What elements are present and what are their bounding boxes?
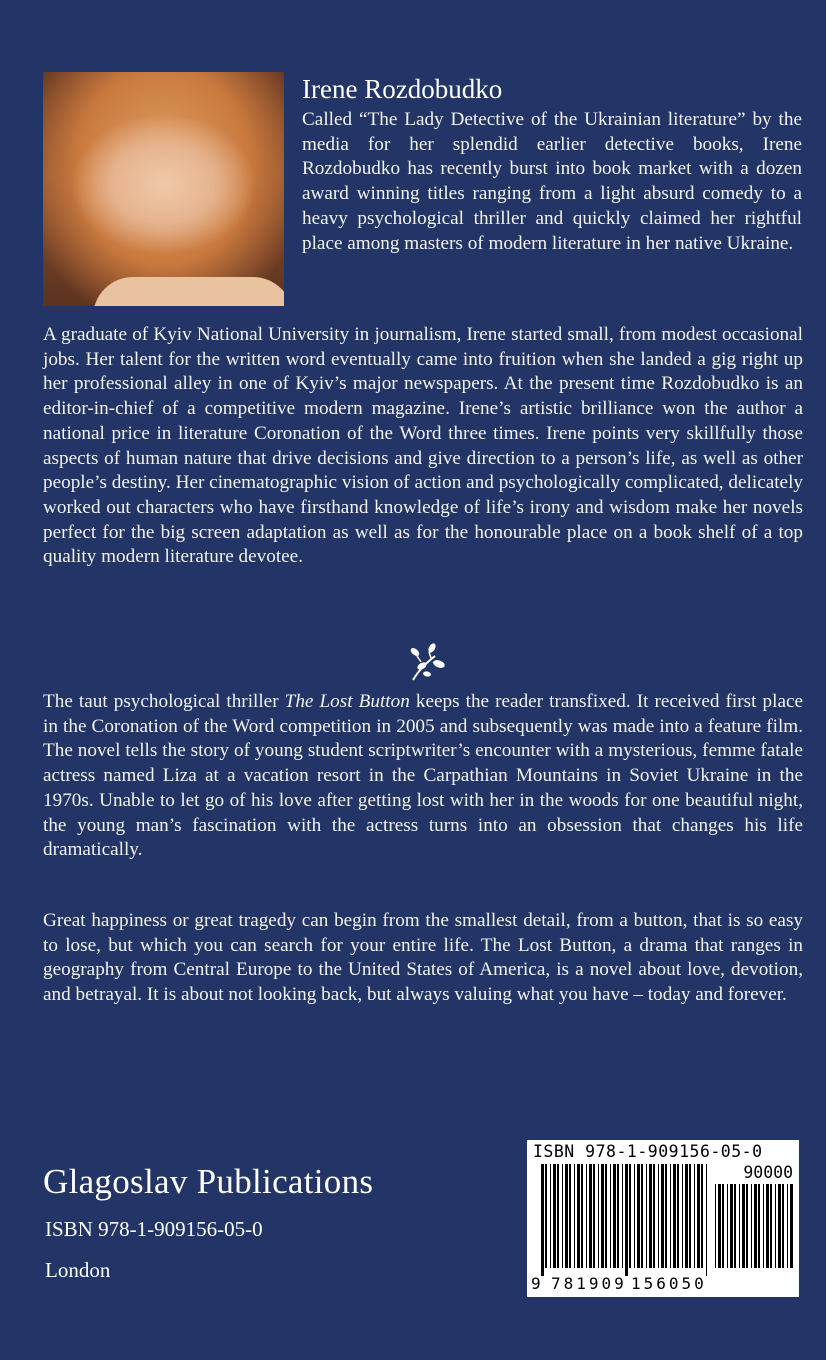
barcode-bar	[766, 1184, 769, 1268]
book-summary-paragraph-2: Great happiness or great tragedy can begin from the smallest detail, from a button, that is so easy to lose, but which you can search for your entire life. The Lost Button, a drama that ranges in geography from Central Europe to the United States of America, is a novel about love, devotion, and betrayal. It is about not looking back, but always valuing what you have – today and forever.	[43, 910, 803, 1006]
barcode-bar	[553, 1164, 556, 1268]
barcode-bar	[790, 1184, 793, 1268]
barcode-bar	[677, 1164, 679, 1268]
barcode-bar	[646, 1164, 647, 1268]
barcode-bar	[641, 1164, 643, 1268]
barcode-bar	[581, 1164, 583, 1268]
barcode-bar	[665, 1164, 667, 1268]
barcode-bar	[701, 1164, 703, 1268]
barcode-bar	[775, 1184, 776, 1268]
barcode-bar	[734, 1184, 736, 1268]
author-name: Irene Rozdobudko	[302, 74, 503, 104]
barcode-bar	[649, 1164, 652, 1268]
barcode-bar	[557, 1164, 559, 1268]
barcode-bar	[670, 1164, 671, 1268]
barcode-bar	[763, 1184, 764, 1268]
barcode-bar	[613, 1164, 616, 1268]
barcode-bar	[751, 1184, 752, 1268]
barcode-bar	[706, 1164, 707, 1276]
barcode-bar	[541, 1164, 544, 1276]
barcode-price-code: 90000	[743, 1163, 793, 1182]
barcode-isbn-text: ISBN 978-1-909156-05-0	[533, 1142, 763, 1161]
barcode-bar	[722, 1184, 724, 1268]
barcode-bar	[661, 1164, 664, 1268]
barcode-bar	[715, 1184, 716, 1268]
barcode-bars-addon	[715, 1184, 793, 1276]
barcode-bar	[637, 1164, 640, 1268]
barcode-bar	[718, 1184, 721, 1268]
summary-text-after-title: keeps the reader transfixed. It received first place in the Coronation of the Word competition in 2005 and subsequently was made into a feature film. The novel tells the story of young student scriptwriter’s encounter with a mysterious, femme fatale actress named Liza at a vacation resort in the Carpathian Mountains in Soviet Ukraine in the 1970s. Unable to let go of his love after getting lost with her in the woods for one beautiful night, the young man’s fascination with the actress turns into an obsession that changes his life dramatically.	[43, 691, 803, 861]
barcode-digits-group-2: 156050	[631, 1274, 707, 1293]
barcode-bars-main	[541, 1164, 709, 1276]
leaf-sprig-icon	[405, 640, 449, 684]
publisher-name: Glagoslav Publications	[43, 1162, 374, 1201]
barcode-digits-group-1: 781909	[551, 1274, 627, 1293]
barcode-bar	[617, 1164, 619, 1268]
author-photo-hands	[93, 277, 284, 306]
barcode-bar	[739, 1184, 740, 1268]
barcode-bar	[685, 1164, 688, 1268]
barcode-bar	[565, 1164, 568, 1268]
barcode-bar	[550, 1164, 551, 1268]
barcode-bar	[601, 1164, 604, 1268]
barcode-bar	[746, 1184, 748, 1268]
barcode-bar	[770, 1184, 772, 1268]
barcode-bar	[742, 1184, 745, 1268]
barcode-bar	[689, 1164, 691, 1268]
barcode-bar	[605, 1164, 607, 1268]
barcode-bar	[694, 1164, 695, 1268]
barcode-bar	[682, 1164, 683, 1268]
barcode-bar	[574, 1164, 575, 1268]
author-bio: A graduate of Kyiv National University in journalism, Irene started small, from modest occasional jobs. Her talent for the written word eventually came into fruition when she landed a gig right up her professional alley in one of Kyiv’s major newspapers. At the present time Rozdobudko is an editor-in-chief of a competitive modern magazine. Irene’s artistic brilliance won the author a national price in literature Coronation of the Word three times. Irene points very skillfully those aspects of human nature that drive decisions and give direction to a person’s life, as well as other people’s destiny. Her cinematographic vision of action and psychologically complicated, delicately worked out characters who have firsthand knowledge of life’s irony and wisdom make her novels perfect for the big screen adaptation as well as for the honourable place on a book shelf of a top quality modern literature devotee.	[43, 324, 803, 568]
barcode-bar	[598, 1164, 599, 1268]
author-intro: Called “The Lady Detective of the Ukrainian literature” by the media for her splendid earlier detective books, Irene Rozdobudko has recently burst into book market with a dozen award winning titles ranging from a light absurd comedy to a heavy psychological thriller and quickly claimed her rightful place among masters of modern literature in her native Ukraine.	[302, 109, 802, 254]
barcode-bar	[754, 1184, 757, 1268]
book-title: The Lost Button	[284, 691, 410, 712]
barcode-bar	[569, 1164, 571, 1268]
barcode-bar	[673, 1164, 676, 1268]
barcode-bar	[727, 1184, 728, 1268]
barcode-bar	[562, 1164, 563, 1268]
publisher-city: London	[45, 1258, 111, 1282]
barcode-bar	[610, 1164, 611, 1268]
barcode-bar	[634, 1164, 635, 1268]
barcode-bar	[697, 1164, 700, 1268]
barcode-bar	[589, 1164, 592, 1268]
book-summary-paragraph-1	[43, 690, 803, 863]
barcode-bar	[622, 1164, 623, 1268]
barcode-bar	[625, 1164, 628, 1276]
author-photo	[43, 72, 284, 306]
barcode-bar	[593, 1164, 595, 1268]
barcode-bar	[577, 1164, 580, 1268]
summary-text-before-title: The taut psychological thriller	[43, 691, 285, 712]
barcode-bar	[545, 1164, 547, 1268]
barcode-bar	[758, 1184, 760, 1268]
publisher-isbn: ISBN 978-1-909156-05-0	[45, 1217, 263, 1241]
barcode-bar	[778, 1184, 781, 1268]
barcode-bar	[653, 1164, 655, 1268]
barcode-bar	[730, 1184, 733, 1268]
barcode	[527, 1140, 799, 1297]
barcode-bar	[658, 1164, 659, 1268]
barcode-bar	[782, 1184, 784, 1268]
barcode-bar	[787, 1184, 788, 1268]
barcode-bar	[586, 1164, 587, 1268]
barcode-bar	[629, 1164, 631, 1268]
barcode-digit-first: 9	[531, 1274, 541, 1293]
